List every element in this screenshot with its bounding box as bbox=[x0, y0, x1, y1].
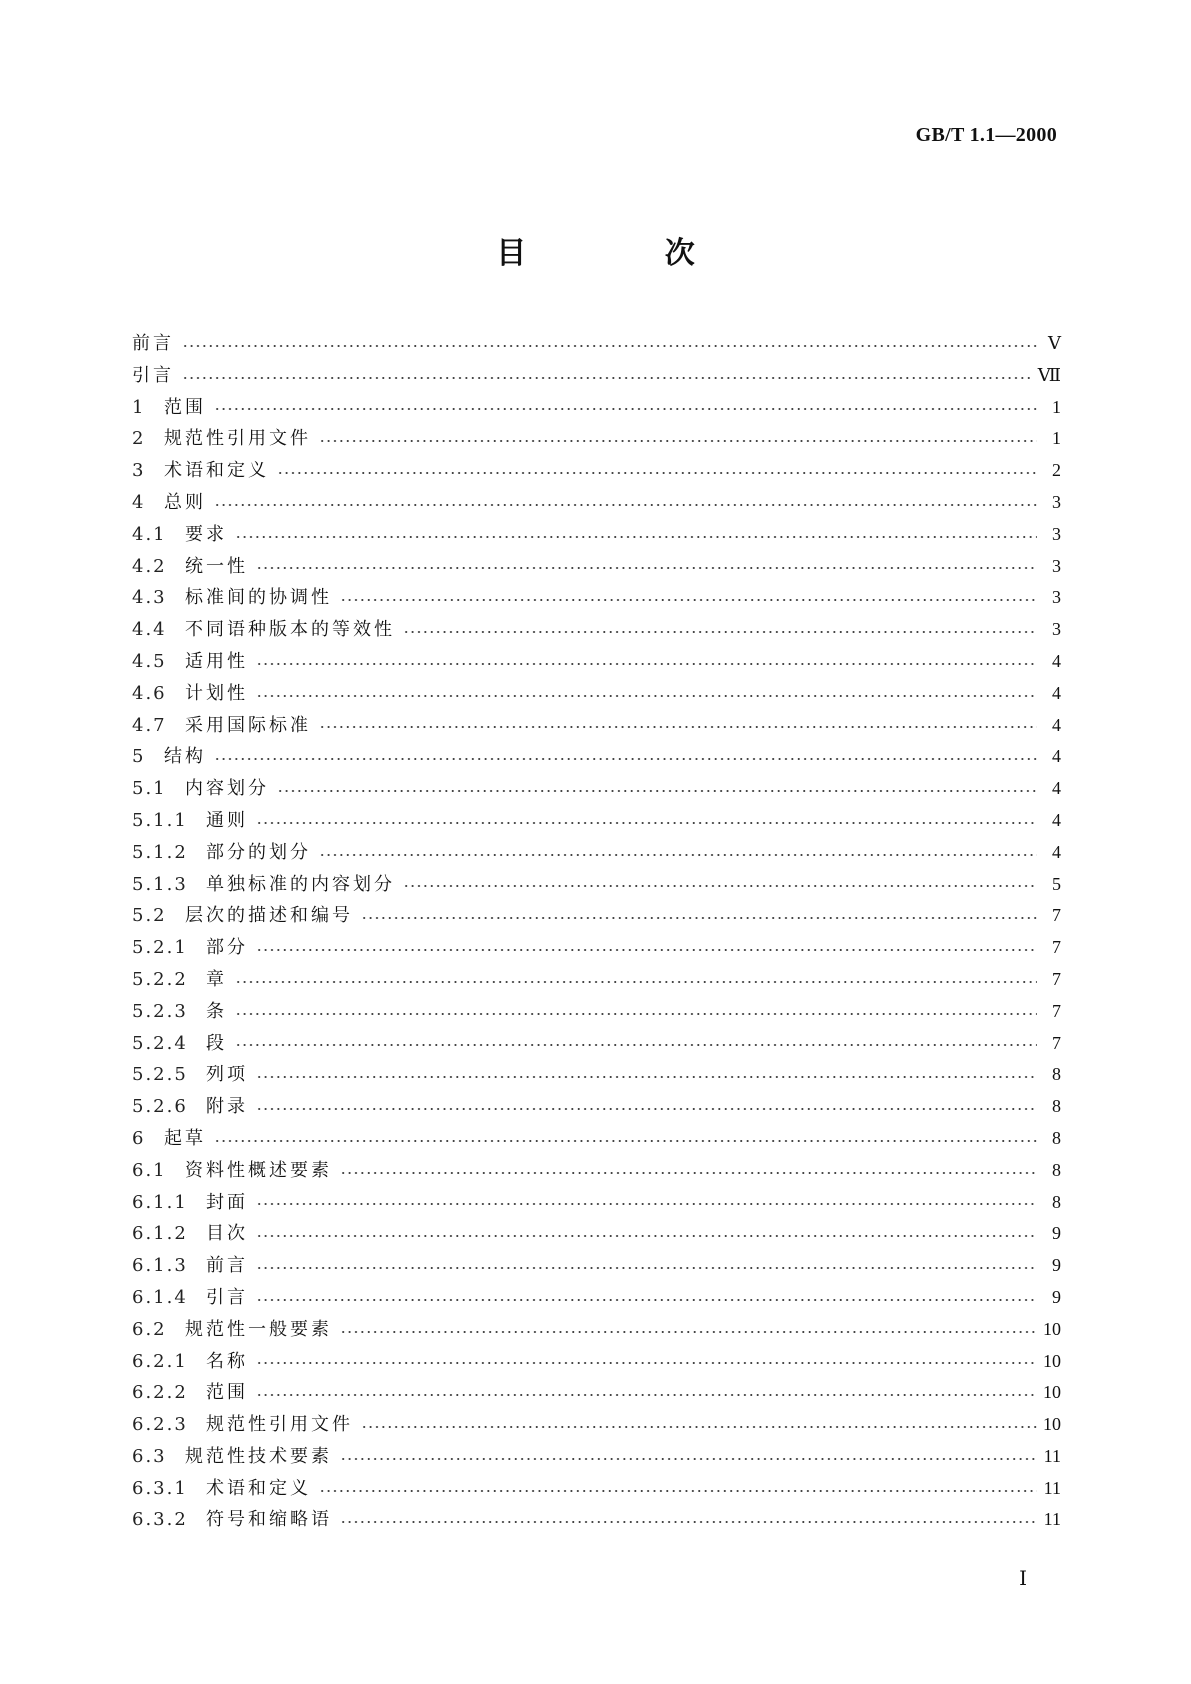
dot-leader bbox=[256, 1235, 1037, 1237]
toc-entry-label: 符号和缩略语 bbox=[206, 1509, 332, 1531]
dot-leader bbox=[256, 1267, 1037, 1269]
toc-entry[interactable] bbox=[132, 1250, 1061, 1282]
toc-entry-number: 5 bbox=[132, 746, 146, 768]
toc-entry-label: 单独标准的内容划分 bbox=[206, 873, 395, 895]
toc-entry-page: 4 bbox=[1052, 746, 1061, 767]
toc-entry-label: 标准间的协调性 bbox=[185, 587, 332, 609]
toc-entry-number: 5.2.4 bbox=[132, 1032, 188, 1054]
toc-entry-number: 5.2.3 bbox=[132, 1000, 188, 1022]
toc-entry-page: 7 bbox=[1052, 968, 1061, 989]
dot-leader bbox=[214, 758, 1037, 760]
toc-entry-page: 7 bbox=[1052, 1000, 1061, 1021]
toc-entry-number: 6.2.3 bbox=[132, 1414, 188, 1436]
toc-entry-page: 3 bbox=[1052, 587, 1061, 608]
toc-entry-page: 4 bbox=[1052, 841, 1061, 862]
toc-entry-page: 10 bbox=[1043, 1318, 1061, 1339]
toc-entry-number: 1 bbox=[132, 396, 146, 418]
toc-entry-number: 4.7 bbox=[132, 714, 167, 736]
toc-entry[interactable] bbox=[132, 741, 1061, 773]
toc-entry-page: 7 bbox=[1052, 905, 1061, 926]
toc-entry[interactable] bbox=[132, 1187, 1061, 1219]
toc-entry-number: 6.2 bbox=[132, 1318, 167, 1340]
dot-leader bbox=[256, 1299, 1037, 1301]
dot-leader bbox=[256, 949, 1037, 951]
toc-entry-label: 不同语种版本的等效性 bbox=[185, 619, 395, 641]
toc-entry-label: 计划性 bbox=[185, 682, 248, 704]
toc-entry-number: 5.2.5 bbox=[132, 1064, 188, 1086]
toc-entry-label: 层次的描述和编号 bbox=[185, 905, 353, 927]
toc-entry-page: 11 bbox=[1043, 1509, 1061, 1530]
toc-entry-page: 10 bbox=[1043, 1414, 1061, 1435]
toc-entry-number: 5.1.3 bbox=[132, 873, 188, 895]
toc-entry-number: 5.1 bbox=[132, 778, 167, 800]
dot-leader bbox=[235, 1013, 1037, 1015]
toc-entry-label: 部分 bbox=[206, 937, 248, 959]
toc-entry[interactable] bbox=[132, 423, 1061, 455]
toc-entry-label: 规范性一般要素 bbox=[185, 1318, 332, 1340]
dot-leader bbox=[256, 1362, 1037, 1364]
toc-entry[interactable] bbox=[132, 900, 1061, 932]
dot-leader bbox=[235, 1044, 1037, 1046]
toc-entry[interactable] bbox=[132, 455, 1061, 487]
dot-leader bbox=[235, 981, 1037, 983]
toc-entry-label: 目次 bbox=[206, 1223, 248, 1245]
toc-entry-page: 1 bbox=[1052, 428, 1061, 449]
toc-entry-label: 要求 bbox=[185, 523, 227, 545]
toc-entry[interactable] bbox=[132, 392, 1061, 424]
toc-entry-number: 4 bbox=[132, 491, 146, 513]
toc-entry-page: 10 bbox=[1043, 1382, 1061, 1403]
toc-entry-page: 7 bbox=[1052, 1032, 1061, 1053]
dot-leader bbox=[256, 695, 1037, 697]
dot-leader bbox=[235, 536, 1037, 538]
toc-entry-number: 3 bbox=[132, 460, 146, 482]
toc-entry[interactable] bbox=[132, 519, 1061, 551]
toc-entry[interactable] bbox=[132, 1314, 1061, 1346]
dot-leader bbox=[340, 1521, 1037, 1523]
dot-leader bbox=[256, 1394, 1037, 1396]
toc-entry[interactable] bbox=[132, 487, 1061, 519]
toc-entry-label: 章 bbox=[206, 968, 227, 990]
toc-entry[interactable] bbox=[132, 646, 1061, 678]
dot-leader bbox=[256, 1108, 1037, 1110]
toc-entry[interactable] bbox=[132, 1441, 1061, 1473]
toc-entry-page: 11 bbox=[1043, 1445, 1061, 1466]
toc-entry-label: 条 bbox=[206, 1000, 227, 1022]
toc-entry[interactable] bbox=[132, 328, 1061, 360]
standard-number: GB/T 1.1—2000 bbox=[915, 124, 1057, 146]
toc-entry-label: 内容划分 bbox=[185, 778, 269, 800]
toc-entry-label: 适用性 bbox=[185, 650, 248, 672]
table-of-contents bbox=[132, 328, 1061, 1536]
toc-entry-page: Ⅶ bbox=[1037, 364, 1061, 385]
dot-leader bbox=[256, 567, 1037, 569]
toc-entry-label: 段 bbox=[206, 1032, 227, 1054]
toc-entry[interactable] bbox=[132, 1218, 1061, 1250]
toc-entry[interactable] bbox=[132, 1473, 1061, 1505]
toc-entry-page: 8 bbox=[1052, 1127, 1061, 1148]
dot-leader bbox=[182, 345, 1037, 347]
toc-entry-number: 6.2.2 bbox=[132, 1382, 188, 1404]
toc-entry-number: 6.1.1 bbox=[132, 1191, 188, 1213]
toc-entry-page: 1 bbox=[1052, 396, 1061, 417]
toc-entry-number: 6.1.4 bbox=[132, 1286, 188, 1308]
toc-entry-page: 9 bbox=[1052, 1286, 1061, 1307]
toc-entry-number: 4.5 bbox=[132, 650, 167, 672]
toc-entry[interactable] bbox=[132, 964, 1061, 996]
toc-entry-label: 通则 bbox=[206, 809, 248, 831]
toc-entry-number: 4.2 bbox=[132, 555, 167, 577]
toc-entry-number: 6.3 bbox=[132, 1445, 167, 1467]
toc-entry[interactable] bbox=[132, 1091, 1061, 1123]
toc-entry-number: 5.2.6 bbox=[132, 1096, 188, 1118]
dot-leader bbox=[256, 1076, 1037, 1078]
toc-entry[interactable] bbox=[132, 996, 1061, 1028]
toc-entry-page: 9 bbox=[1052, 1255, 1061, 1276]
toc-entry[interactable] bbox=[132, 614, 1061, 646]
toc-entry-label: 采用国际标准 bbox=[185, 714, 311, 736]
toc-entry-number: 6.1.3 bbox=[132, 1255, 188, 1277]
dot-leader bbox=[340, 1331, 1037, 1333]
dot-leader bbox=[340, 1458, 1037, 1460]
toc-entry-label: 附录 bbox=[206, 1096, 248, 1118]
toc-entry[interactable] bbox=[132, 837, 1061, 869]
toc-entry-number: 4.1 bbox=[132, 523, 167, 545]
toc-entry-page: 3 bbox=[1052, 555, 1061, 576]
dot-leader bbox=[277, 790, 1037, 792]
toc-entry[interactable] bbox=[132, 582, 1061, 614]
toc-entry[interactable] bbox=[132, 551, 1061, 583]
toc-entry-label: 列项 bbox=[206, 1064, 248, 1086]
toc-entry[interactable] bbox=[132, 1346, 1061, 1378]
dot-leader bbox=[319, 854, 1037, 856]
toc-entry-number: 5.2.1 bbox=[132, 937, 188, 959]
toc-entry-page: 4 bbox=[1052, 682, 1061, 703]
dot-leader bbox=[340, 1172, 1037, 1174]
toc-entry-number: 6.2.1 bbox=[132, 1350, 188, 1372]
toc-entry-label: 结构 bbox=[164, 746, 206, 768]
toc-entry-number: 5.2.2 bbox=[132, 968, 188, 990]
toc-entry-label: 统一性 bbox=[185, 555, 248, 577]
toc-entry-label: 引言 bbox=[132, 364, 174, 386]
toc-entry-page: Ⅴ bbox=[1048, 333, 1061, 353]
dot-leader bbox=[319, 726, 1037, 728]
toc-entry[interactable] bbox=[132, 773, 1061, 805]
toc-entry[interactable] bbox=[132, 1123, 1061, 1155]
toc-entry-page: 8 bbox=[1052, 1096, 1061, 1117]
dot-leader bbox=[256, 1203, 1037, 1205]
toc-entry-label: 封面 bbox=[206, 1191, 248, 1213]
toc-entry-page: 3 bbox=[1052, 491, 1061, 512]
toc-entry-number: 6 bbox=[132, 1127, 146, 1149]
toc-entry-page: 5 bbox=[1052, 873, 1061, 894]
toc-title: 目 次 bbox=[496, 236, 759, 271]
toc-entry-label: 规范性引用文件 bbox=[164, 428, 311, 450]
toc-entry-number: 6.3.2 bbox=[132, 1509, 188, 1531]
toc-entry-number: 6.1 bbox=[132, 1159, 167, 1181]
page-numeral: Ⅰ bbox=[1019, 1568, 1027, 1590]
toc-entry-label: 资料性概述要素 bbox=[185, 1159, 332, 1181]
toc-entry-page: 3 bbox=[1052, 619, 1061, 640]
toc-entry-label: 范围 bbox=[206, 1382, 248, 1404]
toc-entry-label: 前言 bbox=[206, 1255, 248, 1277]
toc-entry[interactable] bbox=[132, 1377, 1061, 1409]
toc-entry-page: 3 bbox=[1052, 523, 1061, 544]
toc-entry-number: 5.1.2 bbox=[132, 841, 188, 863]
toc-entry-page: 8 bbox=[1052, 1064, 1061, 1085]
dot-leader bbox=[319, 1490, 1037, 1492]
toc-entry[interactable] bbox=[132, 1155, 1061, 1187]
dot-leader bbox=[256, 822, 1037, 824]
toc-entry-number: 6.3.1 bbox=[132, 1477, 188, 1499]
toc-entry-number: 6.1.2 bbox=[132, 1223, 188, 1245]
dot-leader bbox=[214, 1140, 1037, 1142]
toc-entry-number: 2 bbox=[132, 428, 146, 450]
toc-entry[interactable] bbox=[132, 869, 1061, 901]
dot-leader bbox=[182, 377, 1032, 379]
toc-entry-page: 11 bbox=[1043, 1477, 1061, 1498]
toc-entry-page: 7 bbox=[1052, 937, 1061, 958]
dot-leader bbox=[214, 408, 1037, 410]
toc-entry-label: 名称 bbox=[206, 1350, 248, 1372]
toc-entry-page: 4 bbox=[1052, 714, 1061, 735]
toc-entry-page: 4 bbox=[1052, 809, 1061, 830]
toc-entry-number: 5.1.1 bbox=[132, 809, 188, 831]
toc-entry[interactable] bbox=[132, 360, 1061, 392]
toc-entry[interactable] bbox=[132, 710, 1061, 742]
dot-leader bbox=[403, 631, 1037, 633]
toc-entry-page: 8 bbox=[1052, 1159, 1061, 1180]
toc-entry[interactable] bbox=[132, 1504, 1061, 1536]
dot-leader bbox=[340, 599, 1037, 601]
toc-entry-page: 8 bbox=[1052, 1191, 1061, 1212]
toc-entry-label: 前言 bbox=[132, 333, 174, 354]
toc-entry-number: 4.3 bbox=[132, 587, 167, 609]
toc-entry-page: 9 bbox=[1052, 1223, 1061, 1244]
toc-entry-page: 2 bbox=[1052, 460, 1061, 481]
toc-entry[interactable] bbox=[132, 1059, 1061, 1091]
dot-leader bbox=[403, 885, 1037, 887]
dot-leader bbox=[214, 504, 1037, 506]
dot-leader bbox=[277, 472, 1037, 474]
dot-leader bbox=[361, 1426, 1037, 1428]
dot-leader bbox=[319, 440, 1037, 442]
toc-entry-number: 4.4 bbox=[132, 619, 167, 641]
toc-entry-label: 范围 bbox=[164, 396, 206, 418]
toc-entry[interactable] bbox=[132, 1028, 1061, 1060]
toc-entry[interactable] bbox=[132, 932, 1061, 964]
toc-entry-label: 起草 bbox=[164, 1127, 206, 1149]
dot-leader bbox=[361, 917, 1037, 919]
toc-entry[interactable] bbox=[132, 1282, 1061, 1314]
toc-entry-label: 引言 bbox=[206, 1286, 248, 1308]
toc-entry[interactable] bbox=[132, 678, 1061, 710]
toc-entry-page: 10 bbox=[1043, 1350, 1061, 1371]
toc-entry[interactable] bbox=[132, 1409, 1061, 1441]
toc-entry-label: 术语和定义 bbox=[164, 460, 269, 482]
toc-entry-label: 部分的划分 bbox=[206, 841, 311, 863]
toc-entry-label: 术语和定义 bbox=[206, 1477, 311, 1499]
dot-leader bbox=[256, 663, 1037, 665]
toc-entry[interactable] bbox=[132, 805, 1061, 837]
toc-entry-number: 5.2 bbox=[132, 905, 167, 927]
toc-entry-label: 总则 bbox=[164, 491, 206, 513]
toc-entry-label: 规范性技术要素 bbox=[185, 1445, 332, 1467]
toc-entry-number: 4.6 bbox=[132, 682, 167, 704]
toc-entry-label: 规范性引用文件 bbox=[206, 1414, 353, 1436]
toc-entry-page: 4 bbox=[1052, 778, 1061, 799]
toc-entry-page: 4 bbox=[1052, 650, 1061, 671]
